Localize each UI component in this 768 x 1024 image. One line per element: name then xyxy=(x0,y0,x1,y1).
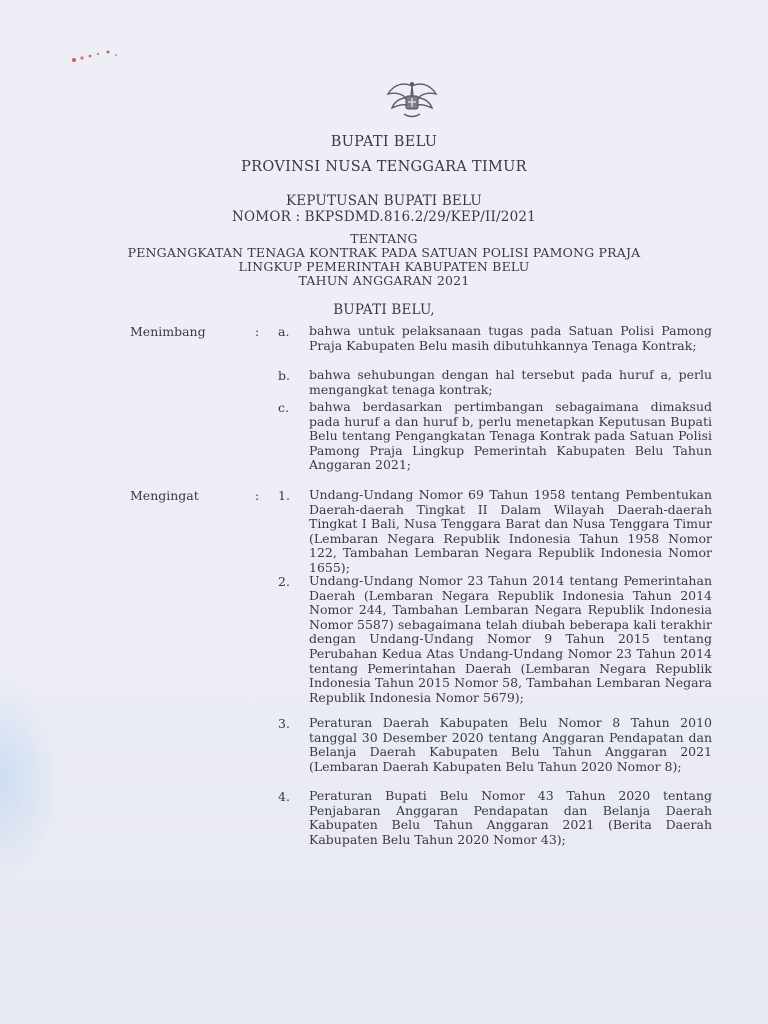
garuda-emblem-icon xyxy=(382,78,442,124)
menimbang-item-c: bahwa berdasarkan pertimbangan sebagaimana dimaksud pada huruf a dan huruf b, perlu menetapkan Keputusan Bupati Belu tentang Pengangkatan Tenaga Kontrak pada Satuan Polisi Pamong Praja Lingkup Pemerintah Kabupaten Belu Tahun Anggaran 2021; xyxy=(309,399,712,473)
subject-line-2: LINGKUP PEMERINTAH KABUPATEN BELU xyxy=(238,259,530,274)
mengingat-item-4: Peraturan Bupati Belu Nomor 43 Tahun 2020 tentang Penjabaran Anggaran Pendapatan dan Belanja Daerah Kabupaten Belu Tahun Anggaran 2021 (Berita Daerah Kabupaten Belu Tahun 2020 Nomor 43); xyxy=(309,788,712,847)
mengingat-label: Mengingat xyxy=(130,488,199,503)
issuer-line: BUPATI BELU, xyxy=(333,302,435,318)
mengingat-item-2: Undang-Undang Nomor 23 Tahun 2014 tentang Pemerintahan Daerah (Lembaran Negara Republik Indonesia Tahun 2014 Nomor 244, Tambahan Lembaran Negara Republik Indonesia Nomor 5587) sebagaimana telah diubah beberapa kali terakhir dengan Undang-Undang Nomor 9 Tahun 2015 tentang Perubahan Kedua Atas Undang-Undang Nomor 23 Tahun 2014 tentang Pemerintahan Daerah (Lembaran Negara Republik Indonesia Tahun 2015 Nomor 58, Tambahan Lembaran Negara Republik Indonesia Nomor 5679); xyxy=(309,573,712,705)
mengingat-marker-4: 4. xyxy=(278,789,290,804)
mengingat-marker-1: 1. xyxy=(278,488,290,503)
province-title: PROVINSI NUSA TENGGARA TIMUR xyxy=(241,159,527,175)
menimbang-label: Menimbang xyxy=(130,324,206,339)
menimbang-marker-c: c. xyxy=(278,400,289,415)
menimbang-marker-b: b. xyxy=(278,368,290,383)
menimbang-item-a: bahwa untuk pelaksanaan tugas pada Satuan Polisi Pamong Praja Kabupaten Belu masih dibutuhkannya Tenaga Kontrak; xyxy=(309,323,712,353)
menimbang-item-b: bahwa sehubungan dengan hal tersebut pada huruf a, perlu mengangkat tenaga kontrak; xyxy=(309,367,712,397)
tentang-heading: TENTANG xyxy=(350,231,418,246)
mengingat-colon: : xyxy=(255,488,260,503)
decree-number: NOMOR : BKPSDMD.816.2/29/KEP/II/2021 xyxy=(232,209,536,225)
menimbang-marker-a: a. xyxy=(278,324,290,339)
ink-stain xyxy=(68,46,128,66)
subject-line-1: PENGANGKATAN TENAGA KONTRAK PADA SATUAN POLISI PAMONG PRAJA xyxy=(127,245,641,260)
mengingat-marker-2: 2. xyxy=(278,574,290,589)
subject-line-3: TAHUN ANGGARAN 2021 xyxy=(298,273,470,288)
regent-title: BUPATI BELU xyxy=(330,134,438,150)
mengingat-marker-3: 3. xyxy=(278,716,290,731)
mengingat-item-3: Peraturan Daerah Kabupaten Belu Nomor 8 Tahun 2010 tanggal 30 Desember 2020 tentang Anggaran Pendapatan dan Belanja Daerah Kabupaten Belu Tahun Anggaran 2021 (Lembaran Daerah Kabupaten Belu Tahun 2020 Nomor 8); xyxy=(309,715,712,774)
decree-title: KEPUTUSAN BUPATI BELU xyxy=(285,193,482,209)
menimbang-colon: : xyxy=(255,324,260,339)
mengingat-item-1: Undang-Undang Nomor 69 Tahun 1958 tentang Pembentukan Daerah-daerah Tingkat II Dalam Wilayah Daerah-daerah Tingkat I Bali, Nusa Tenggara Barat dan Nusa Tenggara Timur (Lembaran Negara Republik Indonesia Tahun 1958 Nomor 122, Tambahan Lembaran Negara Republik Indonesia Nomor 1655); xyxy=(309,487,712,575)
